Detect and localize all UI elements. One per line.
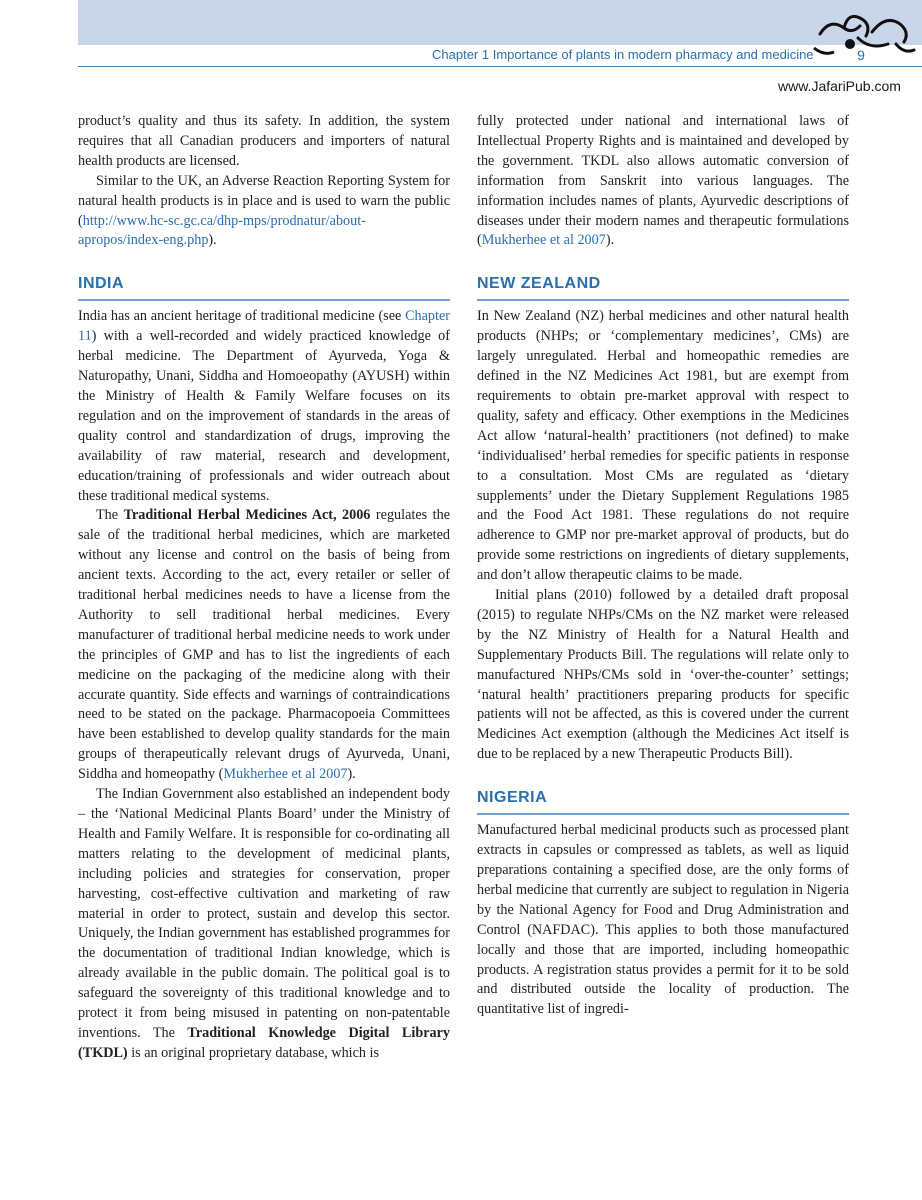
page-number: 9 bbox=[857, 47, 865, 63]
paragraph: In New Zealand (NZ) herbal medicines and other natural health products (NHPs; or ‘complementary medicines’, CMs) are largely unregulated. Herbal and homeopathic remedies are defined in the NZ Medicines Act 1981, but are exempt from requirements to obtain pre-market approval with respect to quality, safety and efficacy. Other exemptions in the Medicines Act allow ‘natural-health’ practitioners (not defined) to make ‘individualised’ herbal remedies for specific patients in response to a consultation. Most CMs are regulated as ‘dietary supplements’ under the Dietary Supplement Regulations 1985 and the Food Act 1981. These regulations do not require adherence to GMP nor pre-market approval of products, but do provide some restrictions on ingredients of dietary supplements, and don’t allow therapeutic claims to be made. bbox=[477, 308, 849, 584]
url-link[interactable]: http://www.hc-sc.gc.ca/dhp-mps/prodnatur/about-apropos/index-eng.php bbox=[78, 212, 366, 249]
paragraph: India has an ancient heritage of traditional medicine (see Chapter 11) with a well-recorded and widely practiced knowledge of herbal medicine. The Department of Ayurveda, Yoga & Naturopathy, Unani, Siddha and Homoeopathy (AYUSH) within the Ministry of Health & Family Welfare focuses on its regulation and on the improvement of standards in the areas of quality control and standardization of drugs, improving the availability of raw material, research and development, education/training of professionals and wider outreach about these traditional medical systems. bbox=[78, 308, 450, 504]
header-band bbox=[78, 0, 922, 45]
watermark-url: www.JafariPub.com bbox=[778, 78, 901, 94]
paragraph: fully protected under national and international laws of Intellectual Property Rights and is maintained and developed by the government. TKDL also allows automatic conversion of information from Sanskrit into various languages. The information includes names of plants, Ayurvedic descriptions of diseases under their modern names and therapeutic formulations (Mukherhee et al 2007). bbox=[477, 113, 849, 249]
section-heading-new-zealand: NEW ZEALAND bbox=[477, 273, 849, 301]
publisher-logo-icon bbox=[800, 4, 918, 74]
paragraph: Initial plans (2010) followed by a detailed draft proposal (2015) to regulate NHPs/CMs on the NZ market were released by the NZ Ministry of Health for a Natural Health and Supplementary Products Bill. The regulations will relate only to manufactured NHPs/CMs sold in ‘over-the-counter’ settings; ‘natural health’ practitioners preparing products for specific patients will not be affected, as this is covered under the current Medicines Act exemption (although the Medicines Act itself is due to be replaced by a new Therapeutic Products Bill). bbox=[477, 587, 849, 763]
paragraph: product’s quality and thus its safety. In addition, the system requires that all Canadian producers and importers of natural health products are licensed. bbox=[78, 113, 450, 169]
paragraph: Manufactured herbal medicinal products such as processed plant extracts in capsules or compressed as tablets, as well as liquid preparations containing a specified dose, are the only forms of herbal medicine that currently are subject to regulation in Nigeria by the National Agency for Food and Drug Administration and Control (NAFDAC). This applies to both those manufactured locally and those that are imported, including homeopathic products. A registration status provides a permit for it to be sold and distributed outside the locality of production. The quantitative list of ingredi- bbox=[477, 822, 849, 1018]
header-rule bbox=[78, 66, 922, 67]
paragraph: Similar to the UK, an Adverse Reaction Reporting System for natural health products is in place and is used to warn the public (http://www.hc-sc.gc.ca/dhp-mps/prodnatur/about-apropos/index-eng.php). bbox=[78, 172, 450, 249]
paragraph: The Indian Government also established an independent body – the ‘National Medicinal Plants Board’ under the Ministry of Health and Family Welfare. It is responsible for co-ordinating all matters relating to the development of medicinal plants, including policies and strategies for conservation, proper harvesting, cost-effective cultivation and marketing of raw material in order to protect, sustain and develop this sector. Uniquely, the Indian government has established programmes for the documentation of traditional Indian knowledge, which is already available in the public domain. The political goal is to safeguard the sovereignty of this traditional knowledge and to protect it from being misused in patenting on non-patentable inventions. The Traditional Knowledge Digital Library (TKDL) is an original proprietary database, which is bbox=[78, 786, 450, 1061]
left-column bbox=[78, 112, 450, 1064]
section-heading-nigeria: NIGERIA bbox=[477, 787, 849, 815]
citation-link[interactable]: Mukherhee et al 2007 bbox=[223, 766, 348, 783]
running-head: Chapter 1 Importance of plants in modern pharmacy and medicine bbox=[432, 47, 814, 62]
section-heading-india: INDIA bbox=[78, 273, 450, 301]
citation-link[interactable]: Mukherhee et al 2007 bbox=[481, 232, 606, 249]
paragraph: The Traditional Herbal Medicines Act, 2006 regulates the sale of the traditional herbal medicines, which are marketed without any license and control on the basis of being from ancient texts. According to the act, every retailer or seller of traditional herbal medicines needs to have a license from the Authority to sell traditional herbal medicines. Every manufacturer of traditional herbal medicine needs to work under the principles of GMP and has to list the ingredients of each medicine on the packaging of the medicine along with their accurate quantity. Side effects and warnings of contraindications need to be stated on the package. Pharmacopoeia Committees have been established to develop quality standards for the main groups of therapeutically relevant drugs of Ayurveda, Unani, Siddha and homeopathy (Mukherhee et al 2007). bbox=[78, 507, 450, 783]
right-column bbox=[477, 112, 849, 1020]
chapter-link[interactable]: Chapter 11 bbox=[78, 308, 450, 345]
